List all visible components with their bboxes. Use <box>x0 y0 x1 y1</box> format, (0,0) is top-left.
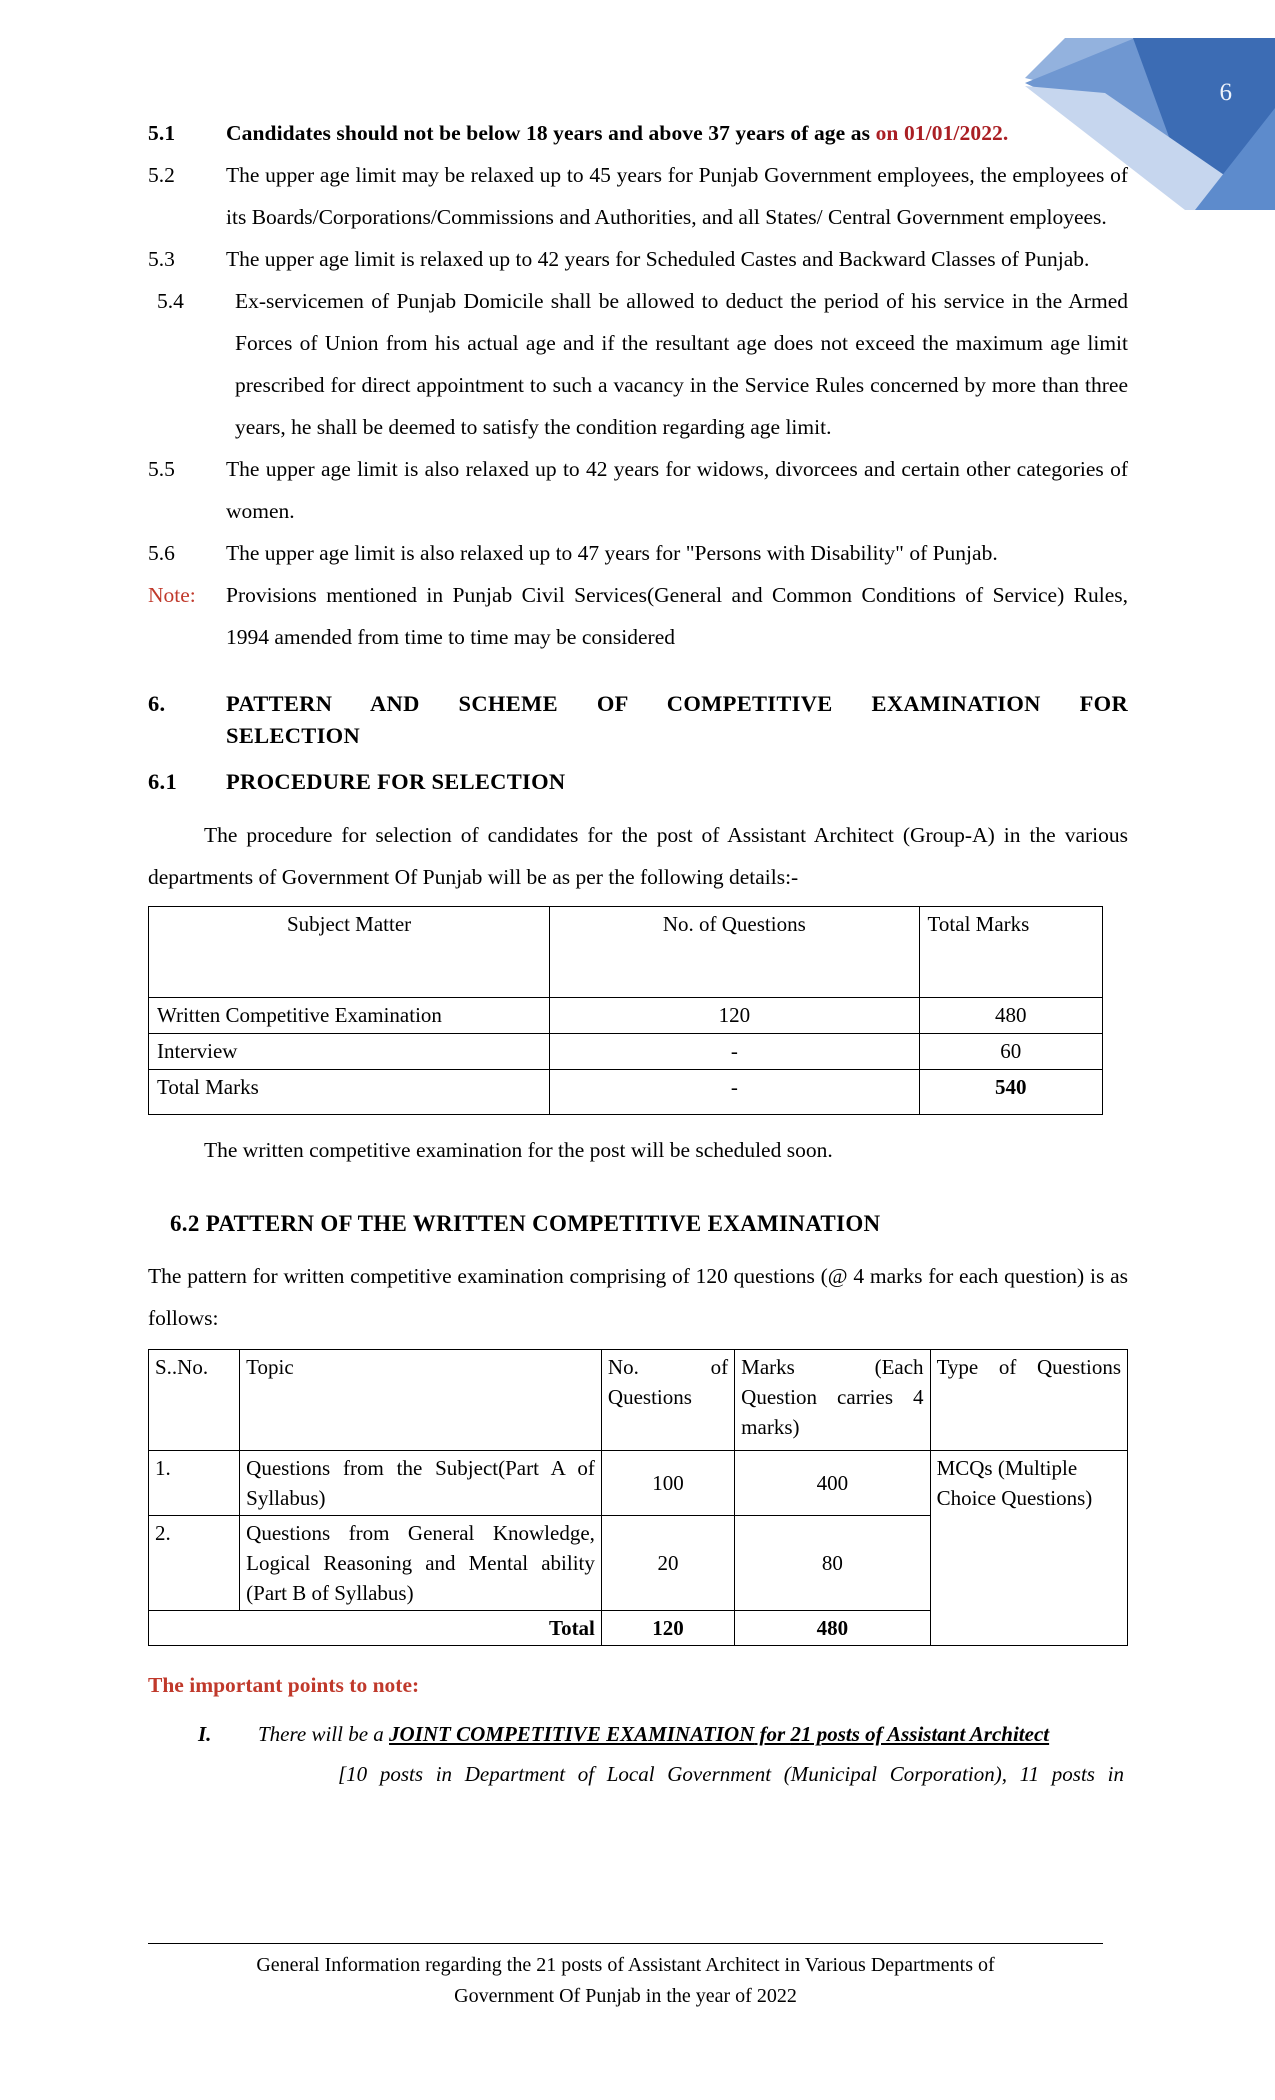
table-row-total <box>149 1070 1103 1115</box>
item-emphasis-1: JOINT COMPETITIVE EXAMINATION <box>389 1722 755 1746</box>
table-row <box>149 1034 1103 1070</box>
item-numeral: I. <box>198 1722 212 1746</box>
heading-number: 6. <box>148 691 166 716</box>
note-label: Note: <box>148 583 196 607</box>
paragraph-after-table-1: The written competitive examination for the post will be scheduled soon. <box>204 1138 833 1162</box>
paragraph-6-2: The pattern for written competitive examination comprising of 120 questions (@ 4 marks for each question) is as follows: <box>148 1264 1128 1330</box>
clause-text: The upper age limit is also relaxed up to 42 years for widows, divorcees and certain other categories of women. <box>226 457 1128 523</box>
header-no-of-questions: No. of Questions <box>601 1350 734 1451</box>
important-point-continuation: [10 posts in Department of Local Government (Municipal Corporation), 11 posts in <box>338 1762 1124 1786</box>
selection-procedure-table <box>148 906 1103 1115</box>
clause-number: 5.3 <box>148 247 175 271</box>
heading-section-6-2: 6.2 PATTERN OF THE WRITTEN COMPETITIVE EXAMINATION <box>170 1211 881 1236</box>
clause-5-1-black: Candidates should not be below 18 years and above 37 years of age as <box>226 121 876 145</box>
cell-marks: 480 <box>919 998 1102 1034</box>
cell-sno: 2. <box>149 1516 240 1611</box>
header-subject-matter: Subject Matter <box>149 907 550 998</box>
clause-5-1 <box>148 112 1128 154</box>
cell-marks: 60 <box>919 1034 1102 1070</box>
header-type-of-questions: Type of Questions <box>930 1350 1127 1451</box>
heading-text <box>226 688 1128 752</box>
cell-questions: - <box>550 1070 919 1115</box>
clause-number: 5.4 <box>157 289 184 313</box>
cell-questions: 20 <box>601 1516 734 1611</box>
footer-line-1: General Information regarding the 21 posts of Assistant Architect in Various Departments of <box>256 1954 995 1976</box>
clause-number: 5.1 <box>148 121 176 145</box>
clause-text: The upper age limit is also relaxed up to 47 years for "Persons with Disability" of Punjab. <box>226 541 998 565</box>
important-point-item <box>148 1714 1128 1754</box>
cell-total-questions: 120 <box>601 1611 734 1646</box>
clause-5-1-red: on 01/01/2022. <box>875 121 1009 145</box>
clause-text <box>226 112 1128 154</box>
header-sno: S..No. <box>149 1350 240 1451</box>
cell-marks: 400 <box>735 1451 930 1516</box>
clause-note <box>148 574 1128 658</box>
heading-section-6 <box>148 688 1128 752</box>
table-row <box>149 998 1103 1034</box>
header-no-of-questions: No. of Questions <box>550 907 919 998</box>
note-text: Provisions mentioned in Punjab Civil Services(General and Common Conditions of Service) Rules, 1994 amended from time to time may be considered <box>226 583 1128 649</box>
heading-line-1: PATTERN AND SCHEME OF COMPETITIVE EXAMINATION FOR <box>226 691 1128 716</box>
clause-5-3 <box>148 238 1128 280</box>
cell-topic: Questions from General Knowledge, Logical Reasoning and Mental ability (Part B of Syllabus) <box>240 1516 602 1611</box>
document-content <box>148 112 1128 1794</box>
page-number: 6 <box>1219 79 1232 106</box>
item-text <box>258 1714 1128 1754</box>
cell-total-label: Total <box>149 1611 602 1646</box>
item-part-2: for <box>754 1722 791 1746</box>
exam-pattern-table <box>148 1349 1128 1646</box>
heading-line-2: SELECTION <box>226 723 360 748</box>
cell-subject: Written Competitive Examination <box>149 998 550 1034</box>
cell-subject: Total Marks <box>149 1070 550 1115</box>
header-topic: Topic <box>240 1350 602 1451</box>
heading-section-6-1 <box>148 764 1128 800</box>
table-row <box>149 1451 1128 1516</box>
clause-5-4 <box>148 280 1128 448</box>
clause-number: 5.6 <box>148 541 175 565</box>
cell-type-of-questions: MCQs (Multiple Choice Questions) <box>930 1451 1127 1646</box>
clause-number: 5.5 <box>148 457 175 481</box>
clause-number: 5.2 <box>148 163 175 187</box>
item-emphasis-2: 21 posts of Assistant Architect <box>790 1722 1050 1746</box>
cell-subject: Interview <box>149 1034 550 1070</box>
clause-5-6 <box>148 532 1128 574</box>
cell-marks: 80 <box>735 1516 930 1611</box>
paragraph-6-1: The procedure for selection of candidates for the post of Assistant Architect (Group-A) in the various departments of Government Of Punjab will be as per the following details:- <box>148 823 1128 889</box>
table-header-row <box>149 1350 1128 1451</box>
cell-total-marks: 480 <box>735 1611 930 1646</box>
footer-divider <box>148 1943 1103 1944</box>
clause-5-5 <box>148 448 1128 532</box>
cell-sno: 1. <box>149 1451 240 1516</box>
clause-text: The upper age limit may be relaxed up to 45 years for Punjab Government employees, the employees of its Boards/Corporations/Commissions and Authorities, and all States/ Central Government employees. <box>226 163 1128 229</box>
clause-5-2 <box>148 154 1128 238</box>
footer-line-2: Government Of Punjab in the year of 2022 <box>454 1985 797 2007</box>
heading-number: 6.1 <box>148 769 178 794</box>
clause-text: Ex-servicemen of Punjab Domicile shall be allowed to deduct the period of his service in the Armed Forces of Union from his actual age and if the resultant age does not exceed the maximum age limit prescribed for direct appointment to such a vacancy in the Service Rules concerned by more than three years, he shall be deemed to satisfy the condition regarding age limit. <box>235 289 1128 439</box>
important-points-title: The important points to note: <box>148 1673 420 1697</box>
cell-questions: 100 <box>601 1451 734 1516</box>
header-marks: Marks (Each Question carries 4 marks) <box>735 1350 930 1451</box>
item-part-1: There will be a <box>258 1722 390 1746</box>
table-header-row <box>149 907 1103 998</box>
cell-questions: 120 <box>550 998 919 1034</box>
cell-marks: 540 <box>919 1070 1102 1115</box>
clause-text: The upper age limit is relaxed up to 42 years for Scheduled Castes and Backward Classes of Punjab. <box>226 247 1090 271</box>
cell-topic: Questions from the Subject(Part A of Syllabus) <box>240 1451 602 1516</box>
heading-text: PROCEDURE FOR SELECTION <box>226 769 566 794</box>
cell-questions: - <box>550 1034 919 1070</box>
page-footer <box>148 1950 1103 2012</box>
header-total-marks: Total Marks <box>919 907 1102 998</box>
